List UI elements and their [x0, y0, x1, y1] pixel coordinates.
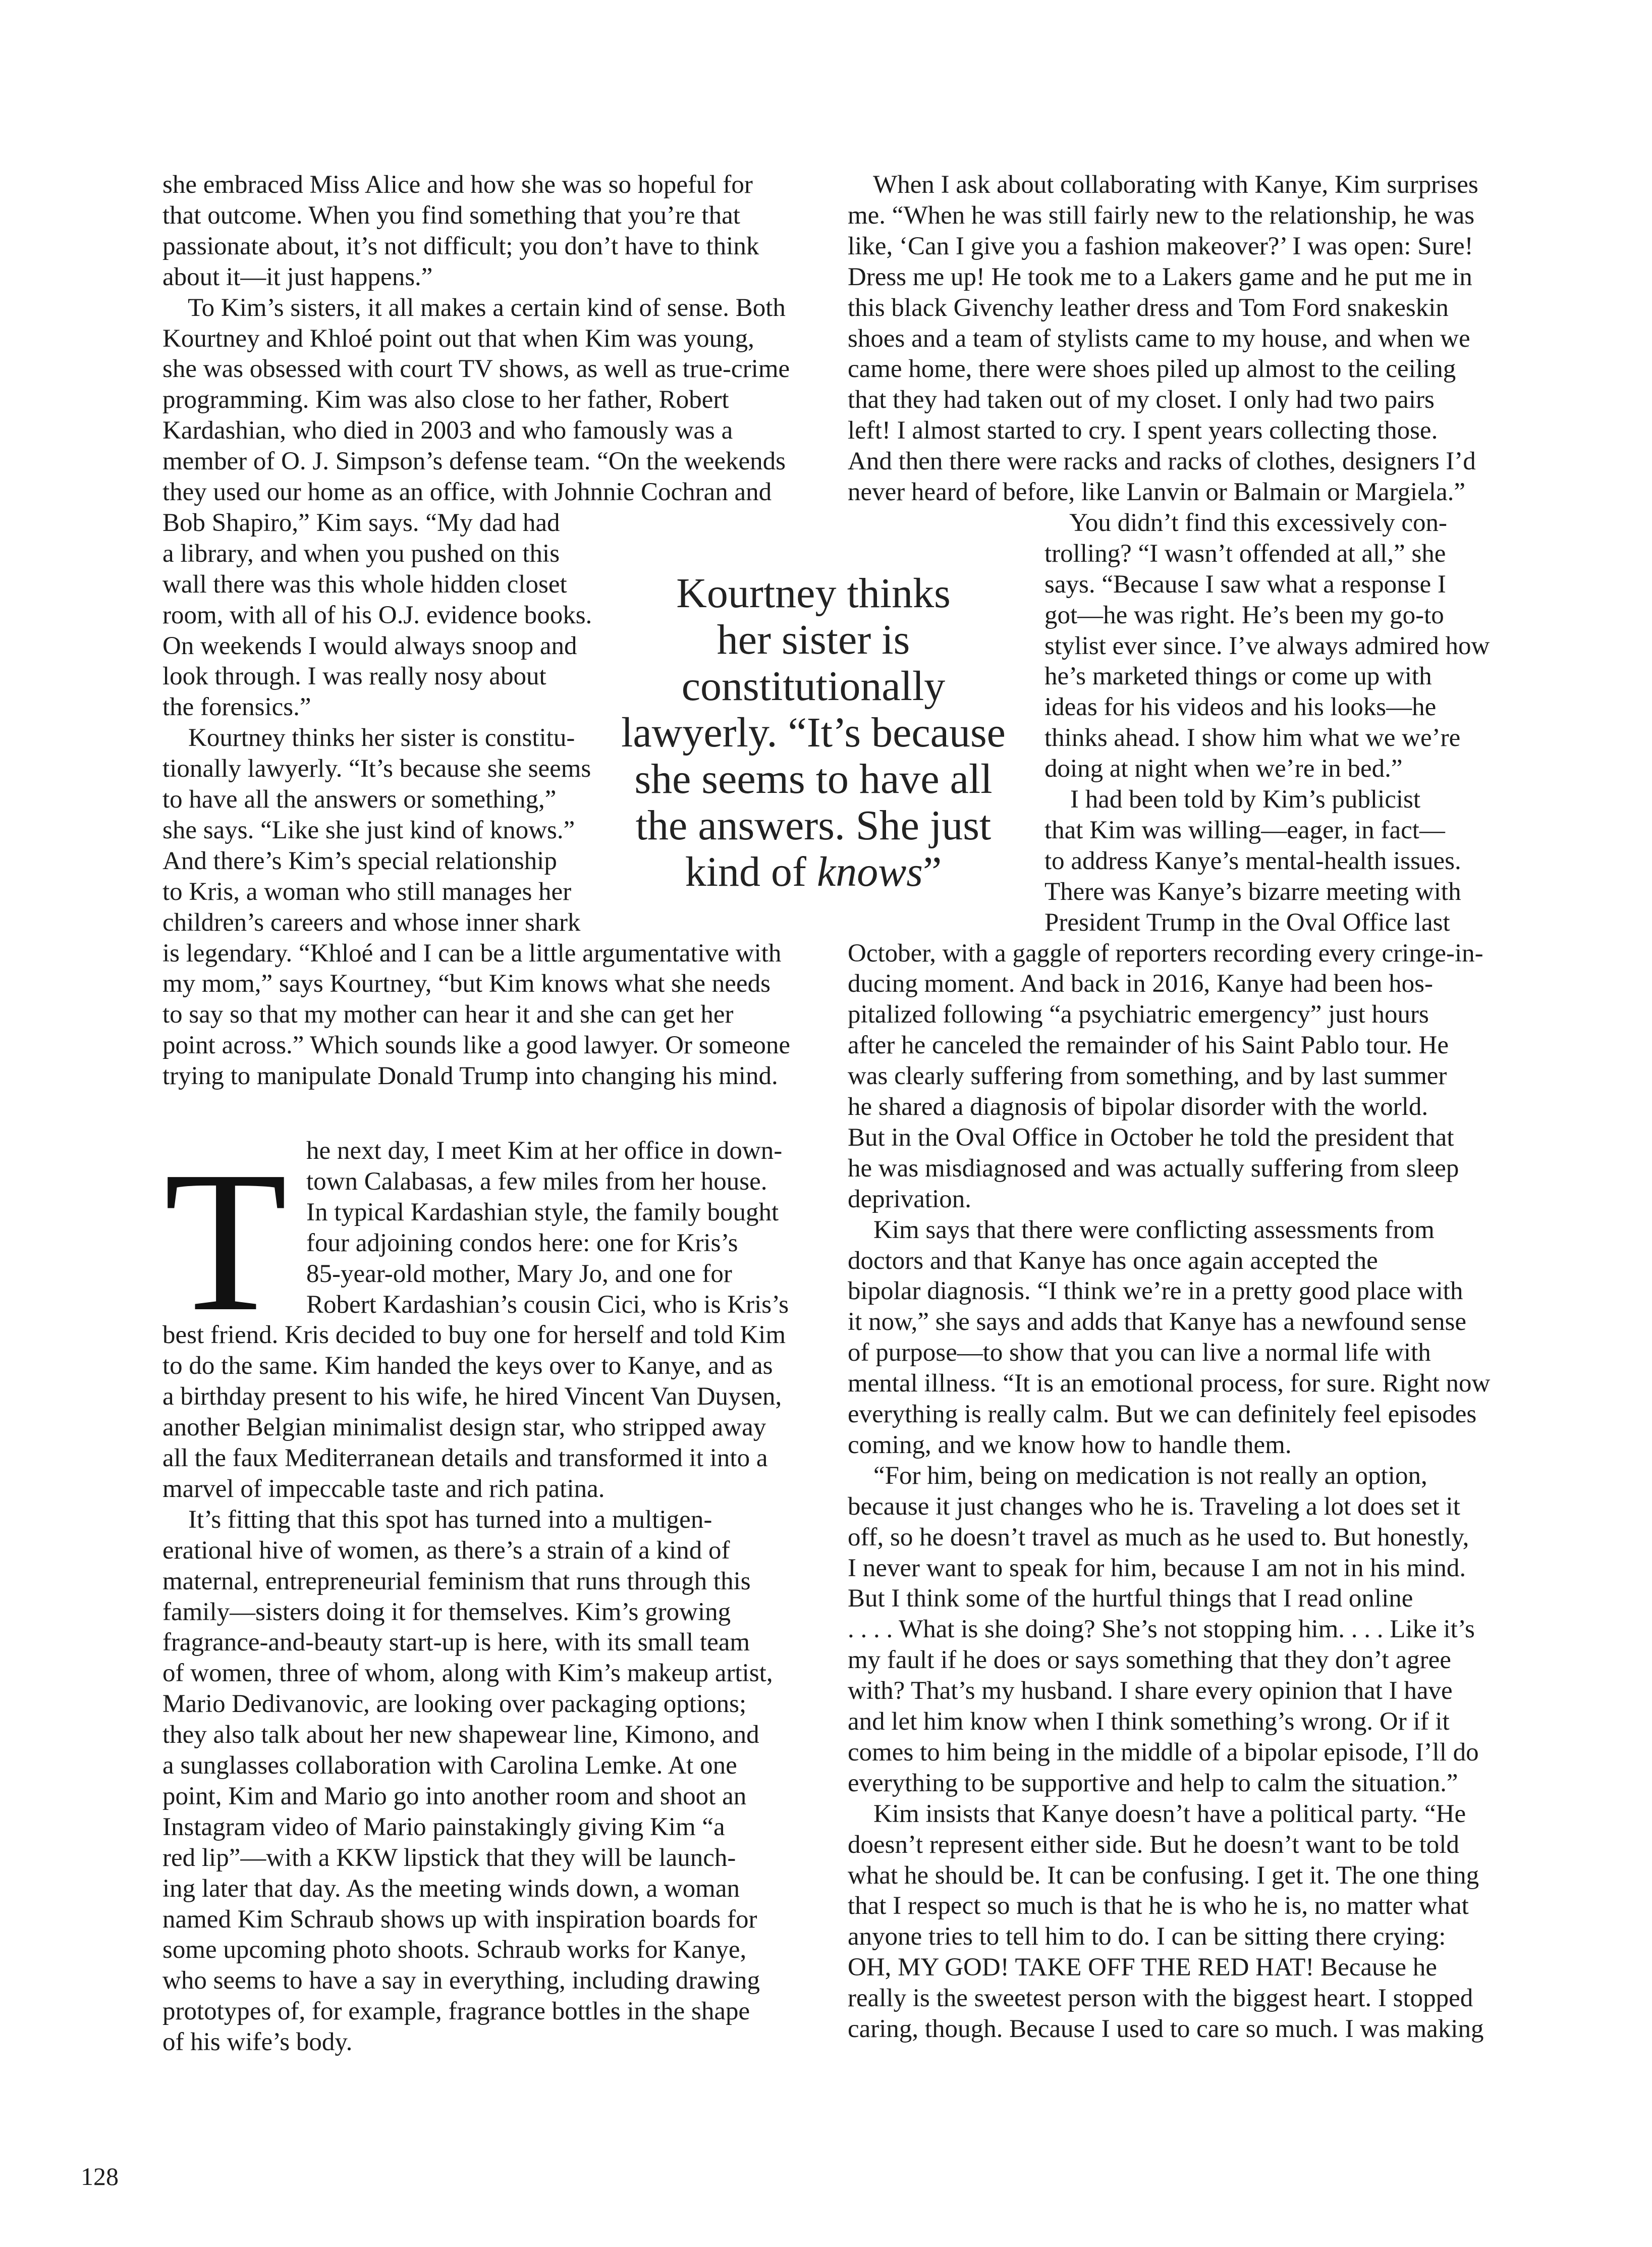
left-column-line: point across.” Which sounds like a good lawyer. Or someone: [162, 1031, 791, 1060]
pull-quote-text: ”: [923, 848, 942, 895]
left-column-line: they also talk about her new shapewear line, Kimono, and: [162, 1721, 759, 1749]
pull-quote-line: constitutionally: [681, 663, 946, 710]
right-column-line: When I ask about collaborating with Kanye, Kim surprises: [848, 171, 1478, 199]
left-column-line: is legendary. “Khloé and I can be a little argumentative with: [162, 939, 782, 968]
right-column-line: my fault if he does or says something that they don’t agree: [848, 1646, 1451, 1675]
right-column-line: it now,” she says and adds that Kanye has a newfound sense: [848, 1308, 1467, 1336]
right-column-line: President Trump in the Oval Office last: [1044, 908, 1450, 937]
right-column-line: everything is really calm. But we can definitely feel episodes: [848, 1400, 1477, 1428]
left-column-line: to Kris, a woman who still manages her: [162, 877, 572, 906]
right-column-line: pitalized following “a psychiatric emergency” just hours: [848, 1000, 1429, 1029]
right-column-line: And then there were racks and racks of clothes, designers I’d: [848, 447, 1476, 476]
right-column-line: You didn’t find this excessively con-: [1044, 508, 1448, 537]
right-column-line: ducing moment. And back in 2016, Kanye had been hos-: [848, 970, 1434, 998]
left-column-line: who seems to have a say in everything, including drawing: [162, 1966, 760, 1995]
left-column-line: she embraced Miss Alice and how she was so hopeful for: [162, 171, 753, 199]
left-column-line: prototypes of, for example, fragrance bottles in the shape: [162, 1997, 750, 2026]
left-column-line: tionally lawyerly. “It’s because she seems: [162, 755, 591, 783]
right-column-line: Kim says that there were conflicting assessments from: [848, 1215, 1435, 1244]
left-column-line: best friend. Kris decided to buy one for herself and told Kim: [162, 1321, 786, 1350]
left-column-line: programming. Kim was also close to her father, Robert: [162, 386, 729, 414]
right-column-line: never heard of before, like Lanvin or Balmain or Margiela.”: [848, 478, 1465, 506]
right-column-line: he was misdiagnosed and was actually suffering from sleep: [848, 1154, 1459, 1183]
right-column-line: got—he was right. He’s been my go-to: [1044, 601, 1444, 629]
right-column-line: was clearly suffering from something, and by last summer: [848, 1062, 1447, 1091]
right-column-line: really is the sweetest person with the biggest heart. I stopped: [848, 1984, 1473, 2013]
left-column-line: wall there was this whole hidden closet: [162, 570, 567, 599]
left-column-line: room, with all of his O.J. evidence books.: [162, 601, 592, 629]
left-column-line: he next day, I meet Kim at her office in down-: [306, 1137, 783, 1165]
left-column-line: family—sisters doing it for themselves. Kim’s growing: [162, 1597, 731, 1626]
right-column-line: “For him, being on medication is not really an option,: [848, 1461, 1427, 1490]
left-column-line: the forensics.”: [162, 693, 311, 722]
right-column-line: thinks ahead. I show him what we we’re: [1044, 724, 1461, 753]
left-column-line: that outcome. When you find something that you’re that: [162, 201, 740, 230]
left-column-line: Robert Kardashian’s cousin Cici, who is Kris’s: [306, 1290, 789, 1319]
left-column-line: marvel of impeccable taste and rich patina.: [162, 1474, 605, 1503]
right-column-line: came home, there were shoes piled up almost to the ceiling: [848, 355, 1456, 384]
left-column-line: Instagram video of Mario painstakingly giving Kim “a: [162, 1812, 725, 1841]
right-column-line: doctors and that Kanye has once again accepted the: [848, 1246, 1378, 1275]
right-column-line: and let him know when I think something’s wrong. Or if it: [848, 1707, 1450, 1736]
left-column-line: of women, three of whom, along with Kim’s makeup artist,: [162, 1659, 773, 1688]
right-column-line: Kim insists that Kanye doesn’t have a political party. “He: [848, 1799, 1466, 1828]
drop-cap: T: [164, 1130, 288, 1353]
right-column-line: Dress me up! He took me to a Lakers game and he put me in: [848, 262, 1472, 291]
right-column-line: me. “When he was still fairly new to the relationship, he was: [848, 201, 1475, 230]
left-column-line: another Belgian minimalist design star, who stripped away: [162, 1413, 766, 1442]
left-column-line: my mom,” says Kourtney, “but Kim knows what she needs: [162, 970, 770, 998]
right-column-line: doesn’t represent either side. But he doesn’t want to be told: [848, 1830, 1459, 1859]
left-column-line: Kardashian, who died in 2003 and who famously was a: [162, 416, 733, 445]
right-column-line: that I respect so much is that he is who he is, no matter what: [848, 1892, 1469, 1920]
left-column-line: look through. I was really nosy about: [162, 662, 546, 691]
right-column-line: caring, though. Because I used to care so much. I was making: [848, 2015, 1484, 2043]
left-column-line: to have all the answers or something,”: [162, 785, 557, 814]
right-column-line: doing at night when we’re in bed.”: [1044, 755, 1403, 783]
left-column-line: To Kim’s sisters, it all makes a certain kind of sense. Both: [162, 293, 786, 322]
page-number: 128: [81, 2162, 119, 2190]
left-column-line: erational hive of women, as there’s a strain of a kind of: [162, 1536, 730, 1565]
left-column-line: a sunglasses collaboration with Carolina Lemke. At one: [162, 1751, 737, 1780]
left-column-line: she was obsessed with court TV shows, as well as true-crime: [162, 355, 790, 384]
right-column-line: left! I almost started to cry. I spent years collecting those.: [848, 416, 1438, 445]
right-column-line: that they had taken out of my closet. I only had two pairs: [848, 386, 1435, 414]
right-column-line: anyone tries to tell him to do. I can be sitting there crying:: [848, 1922, 1446, 1951]
right-column-line: he’s marketed things or come up with: [1044, 662, 1432, 691]
right-column-line: But in the Oval Office in October he told the president that: [848, 1123, 1454, 1152]
left-column-line: point, Kim and Mario go into another room and shoot an: [162, 1782, 747, 1810]
left-column-line: some upcoming photo shoots. Schraub works for Kanye,: [162, 1936, 747, 1964]
right-column-line: off, so he doesn’t travel as much as he used to. But honestly,: [848, 1523, 1469, 1552]
left-column-line: to say so that my mother can hear it and she can get her: [162, 1000, 734, 1029]
right-column-line: comes to him being in the middle of a bipolar episode, I’ll do: [848, 1738, 1479, 1767]
pull-quote-line: [601, 849, 1025, 895]
right-column-line: of purpose—to show that you can live a normal life with: [848, 1339, 1431, 1367]
left-column-line: On weekends I would always snoop and: [162, 631, 577, 660]
right-column-line: says. “Because I saw what a response I: [1044, 570, 1446, 599]
right-column-line: that Kim was willing—eager, in fact—: [1044, 816, 1445, 844]
pull-quote-text: kind of: [685, 848, 817, 895]
right-column-line: bipolar diagnosis. “I think we’re in a pretty good place with: [848, 1277, 1463, 1306]
right-column-line: ideas for his videos and his looks—he: [1044, 693, 1437, 722]
pull-quote-line: the answers. She just: [635, 802, 992, 849]
right-column-line: with? That’s my husband. I share every opinion that I have: [848, 1677, 1453, 1705]
left-column-line: she says. “Like she just kind of knows.”: [162, 816, 575, 844]
left-column-line: to do the same. Kim handed the keys over to Kanye, and as: [162, 1352, 773, 1380]
left-column-line: of his wife’s body.: [162, 2028, 353, 2057]
left-column-line: trying to manipulate Donald Trump into changing his mind.: [162, 1062, 778, 1091]
right-column-line: I never want to speak for him, because I am not in his mind.: [848, 1554, 1466, 1582]
right-column-line: everything to be supportive and help to calm the situation.”: [848, 1769, 1458, 1797]
right-column-line: like, ‘Can I give you a fashion makeover?’ I was open: Sure!: [848, 232, 1473, 260]
left-column-line: And there’s Kim’s special relationship: [162, 846, 557, 875]
right-column-line: this black Givenchy leather dress and Tom Ford snakeskin: [848, 293, 1449, 322]
left-column-line: passionate about, it’s not difficult; you don’t have to think: [162, 232, 759, 260]
left-column-line: 85-year-old mother, Mary Jo, and one for: [306, 1259, 732, 1288]
right-column-line: to address Kanye’s mental-health issues.: [1044, 846, 1461, 875]
left-column-line: red lip”—with a KKW lipstick that they will be launch-: [162, 1843, 736, 1872]
left-column-line: In typical Kardashian style, the family bought: [306, 1198, 779, 1226]
left-column-line: ing later that day. As the meeting winds down, a woman: [162, 1874, 740, 1903]
right-column-line: There was Kanye’s bizarre meeting with: [1044, 877, 1461, 906]
left-column-line: It’s fitting that this spot has turned into a multigen-: [162, 1505, 712, 1534]
pull-quote-emphasis: knows: [817, 848, 923, 895]
pull-quote-line: she seems to have all: [634, 756, 993, 803]
left-column-line: Mario Dedivanovic, are looking over packaging options;: [162, 1690, 747, 1719]
right-column-line: stylist ever since. I’ve always admired how: [1044, 631, 1490, 660]
left-column-line: a birthday present to his wife, he hired Vincent Van Duysen,: [162, 1382, 782, 1411]
left-column-line: town Calabasas, a few miles from her house.: [306, 1167, 767, 1196]
right-column-line: trolling? “I wasn’t offended at all,” she: [1044, 539, 1446, 568]
right-column-line: deprivation.: [848, 1185, 972, 1213]
left-column-line: Kourtney thinks her sister is constitu-: [162, 724, 575, 753]
right-column-line: October, with a gaggle of reporters recording every cringe-in-: [848, 939, 1483, 968]
right-column-line: coming, and we know how to handle them.: [848, 1430, 1292, 1459]
left-column-line: they used our home as an office, with Johnnie Cochran and: [162, 478, 772, 506]
right-column-line: he shared a diagnosis of bipolar disorder with the world.: [848, 1093, 1428, 1121]
left-column-line: a library, and when you pushed on this: [162, 539, 560, 568]
left-column-line: about it—it just happens.”: [162, 262, 433, 291]
pull-quote-line: lawyerly. “It’s because: [621, 709, 1006, 756]
right-column-line: what he should be. It can be confusing. I get it. The one thing: [848, 1861, 1479, 1890]
left-column-line: all the faux Mediterranean details and transformed it into a: [162, 1444, 768, 1472]
left-column-line: named Kim Schraub shows up with inspiration boards for: [162, 1905, 757, 1934]
left-column-line: Bob Shapiro,” Kim says. “My dad had: [162, 508, 560, 537]
left-column-line: maternal, entrepreneurial feminism that runs through this: [162, 1567, 751, 1595]
pull-quote-line: her sister is: [717, 616, 910, 663]
right-column-line: because it just changes who he is. Traveling a lot does set it: [848, 1492, 1460, 1521]
left-column-line: children’s careers and whose inner shark: [162, 908, 581, 937]
left-column-line: member of O. J. Simpson’s defense team. “On the weekends: [162, 447, 786, 476]
pull-quote-line: Kourtney thinks: [676, 570, 951, 617]
right-column-line: I had been told by Kim’s publicist: [1044, 785, 1421, 814]
right-column-line: mental illness. “It is an emotional process, for sure. Right now: [848, 1369, 1491, 1398]
right-column-line: after he canceled the remainder of his Saint Pablo tour. He: [848, 1031, 1449, 1060]
right-column-line: OH, MY GOD! TAKE OFF THE RED HAT! Because he: [848, 1953, 1437, 1982]
left-column-line: fragrance-and-beauty start-up is here, with its small team: [162, 1628, 750, 1657]
left-column-line: Kourtney and Khloé point out that when Kim was young,: [162, 324, 754, 353]
right-column-line: But I think some of the hurtful things that I read online: [848, 1584, 1413, 1613]
right-column-line: . . . . What is she doing? She’s not stopping him. . . . Like it’s: [848, 1615, 1475, 1644]
right-column-line: shoes and a team of stylists came to my house, and when we: [848, 324, 1470, 353]
left-column-line: four adjoining condos here: one for Kris’s: [306, 1228, 738, 1257]
